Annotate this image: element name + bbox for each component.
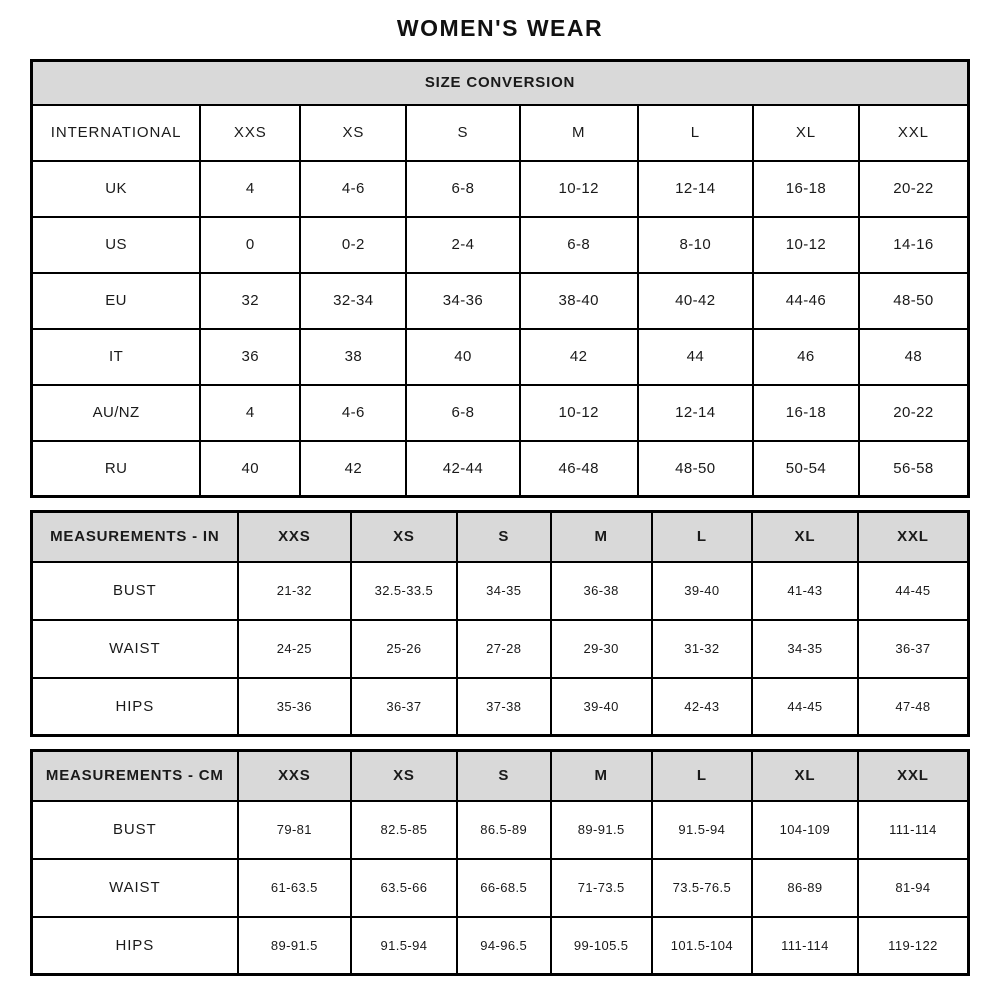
table-cell: 0	[200, 217, 300, 273]
row-label: IT	[32, 329, 201, 385]
column-header: XXS	[238, 751, 351, 801]
table-cell: 16-18	[753, 161, 859, 217]
column-header: M	[551, 751, 652, 801]
row-label: RU	[32, 441, 201, 497]
row-label: UK	[32, 161, 201, 217]
column-header: XL	[753, 105, 859, 161]
table-cell: 36	[200, 329, 300, 385]
table-cell: 89-91.5	[551, 801, 652, 859]
row-label: HIPS	[32, 917, 238, 975]
table-cell: 36-38	[551, 562, 652, 620]
table-cell: 34-35	[457, 562, 551, 620]
table-cell: 119-122	[858, 917, 969, 975]
table-cell: 4-6	[300, 161, 406, 217]
table-row	[32, 217, 969, 273]
table-cell: 24-25	[238, 620, 351, 678]
table-cell: 16-18	[753, 385, 859, 441]
table-cell: 73.5-76.5	[652, 859, 752, 917]
table-cell: 44-46	[753, 273, 859, 329]
table-cell: 32.5-33.5	[351, 562, 457, 620]
table-cell: 47-48	[858, 678, 969, 736]
table-cell: 61-63.5	[238, 859, 351, 917]
table-row	[32, 61, 969, 105]
table-cell: 46	[753, 329, 859, 385]
table-row	[32, 678, 969, 736]
table-cell: 46-48	[520, 441, 638, 497]
table-cell: 91.5-94	[351, 917, 457, 975]
row-label: US	[32, 217, 201, 273]
table-cell: 111-114	[752, 917, 858, 975]
table-cell: 10-12	[753, 217, 859, 273]
column-header: L	[652, 751, 752, 801]
table-cell: 6-8	[406, 161, 519, 217]
table-row	[32, 161, 969, 217]
table-cell: 29-30	[551, 620, 652, 678]
table-cell: 39-40	[551, 678, 652, 736]
table-row	[32, 751, 969, 801]
column-header: XL	[752, 512, 858, 562]
table-cell: 94-96.5	[457, 917, 551, 975]
column-header: S	[457, 512, 551, 562]
table-cell: 37-38	[457, 678, 551, 736]
table-cell: 32	[200, 273, 300, 329]
column-header: XXL	[858, 512, 969, 562]
table-cell: 48-50	[859, 273, 969, 329]
column-header: XS	[351, 751, 457, 801]
table-cell: 66-68.5	[457, 859, 551, 917]
table-row	[32, 441, 969, 497]
table-cell: 12-14	[638, 385, 753, 441]
row-label: BUST	[32, 562, 238, 620]
table-cell: 35-36	[238, 678, 351, 736]
row-label: HIPS	[32, 678, 238, 736]
table-cell: 40	[406, 329, 519, 385]
table-row	[32, 385, 969, 441]
column-header: INTERNATIONAL	[32, 105, 201, 161]
column-header: S	[406, 105, 519, 161]
table-row	[32, 512, 969, 562]
table-cell: 6-8	[406, 385, 519, 441]
row-label: WAIST	[32, 620, 238, 678]
table-cell: 81-94	[858, 859, 969, 917]
size-conversion-table	[30, 59, 970, 498]
measurements-in-table	[30, 510, 970, 737]
column-header: L	[638, 105, 753, 161]
table-cell: 40-42	[638, 273, 753, 329]
table-cell: 39-40	[652, 562, 752, 620]
table-cell: 50-54	[753, 441, 859, 497]
table-cell: 44-45	[858, 562, 969, 620]
column-header: XL	[752, 751, 858, 801]
table-cell: 101.5-104	[652, 917, 752, 975]
column-header: M	[551, 512, 652, 562]
table-cell: 89-91.5	[238, 917, 351, 975]
measurements-in-header: MEASUREMENTS - IN	[32, 512, 238, 562]
table-cell: 2-4	[406, 217, 519, 273]
column-header: L	[652, 512, 752, 562]
table-cell: 48	[859, 329, 969, 385]
table-cell: 27-28	[457, 620, 551, 678]
table-cell: 8-10	[638, 217, 753, 273]
table-cell: 86-89	[752, 859, 858, 917]
measurements-cm-header: MEASUREMENTS - CM	[32, 751, 238, 801]
row-label: WAIST	[32, 859, 238, 917]
table-cell: 36-37	[858, 620, 969, 678]
table-cell: 99-105.5	[551, 917, 652, 975]
column-header: XXL	[859, 105, 969, 161]
table-cell: 38	[300, 329, 406, 385]
table-cell: 20-22	[859, 385, 969, 441]
table-cell: 79-81	[238, 801, 351, 859]
table-cell: 40	[200, 441, 300, 497]
table-cell: 42-43	[652, 678, 752, 736]
column-header: XXS	[200, 105, 300, 161]
row-label: AU/NZ	[32, 385, 201, 441]
table-row	[32, 620, 969, 678]
table-cell: 0-2	[300, 217, 406, 273]
table-cell: 104-109	[752, 801, 858, 859]
table-cell: 10-12	[520, 385, 638, 441]
size-conversion-header: SIZE CONVERSION	[32, 61, 969, 105]
table-cell: 32-34	[300, 273, 406, 329]
table-cell: 38-40	[520, 273, 638, 329]
table-cell: 111-114	[858, 801, 969, 859]
row-label: BUST	[32, 801, 238, 859]
table-row	[32, 562, 969, 620]
table-cell: 82.5-85	[351, 801, 457, 859]
measurements-cm-table	[30, 749, 970, 976]
table-cell: 42	[520, 329, 638, 385]
table-cell: 34-36	[406, 273, 519, 329]
row-label: EU	[32, 273, 201, 329]
column-header: M	[520, 105, 638, 161]
column-header: XXL	[858, 751, 969, 801]
table-cell: 63.5-66	[351, 859, 457, 917]
table-cell: 6-8	[520, 217, 638, 273]
table-cell: 31-32	[652, 620, 752, 678]
table-cell: 34-35	[752, 620, 858, 678]
table-cell: 21-32	[238, 562, 351, 620]
table-cell: 56-58	[859, 441, 969, 497]
table-cell: 10-12	[520, 161, 638, 217]
table-cell: 25-26	[351, 620, 457, 678]
table-cell: 48-50	[638, 441, 753, 497]
table-row	[32, 273, 969, 329]
column-header: XXS	[238, 512, 351, 562]
table-row	[32, 801, 969, 859]
table-row	[32, 859, 969, 917]
table-cell: 86.5-89	[457, 801, 551, 859]
column-header: XS	[351, 512, 457, 562]
table-row	[32, 329, 969, 385]
table-cell: 44	[638, 329, 753, 385]
table-cell: 91.5-94	[652, 801, 752, 859]
table-row	[32, 917, 969, 975]
table-cell: 42-44	[406, 441, 519, 497]
table-cell: 42	[300, 441, 406, 497]
table-cell: 4-6	[300, 385, 406, 441]
table-cell: 4	[200, 161, 300, 217]
table-cell: 14-16	[859, 217, 969, 273]
table-cell: 20-22	[859, 161, 969, 217]
table-cell: 4	[200, 385, 300, 441]
table-cell: 12-14	[638, 161, 753, 217]
table-cell: 41-43	[752, 562, 858, 620]
column-header: XS	[300, 105, 406, 161]
column-header: S	[457, 751, 551, 801]
table-cell: 71-73.5	[551, 859, 652, 917]
table-cell: 44-45	[752, 678, 858, 736]
table-row	[32, 105, 969, 161]
page-title: WOMEN'S WEAR	[396, 15, 604, 41]
table-cell: 36-37	[351, 678, 457, 736]
